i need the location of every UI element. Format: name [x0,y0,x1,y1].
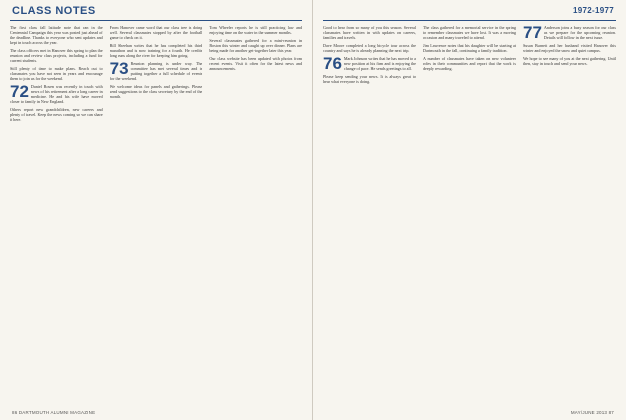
paragraph: Please keep sending your news. It is always great to hear what everyone is doing. [323,74,416,84]
paragraph: From Hanover came word that our class tree is doing well. Several classmates stopped by after the football game to check on it. [109,25,203,40]
page-footer: 86 DARTMOUTH ALUMNI MAGAZINE [12,410,96,415]
header-rule [323,20,616,21]
left-columns [10,25,302,398]
right-columns [323,25,616,398]
left-column-1 [10,25,103,398]
right-column-3 [523,25,616,398]
paragraph: Several classmates gathered for a mini-reunion in Boston this winter and caught up over dinner. Plans are being made for another get-together later this year. [209,38,303,53]
class-year-numeral: 76 [323,54,342,73]
paragraph: A number of classmates have taken on new volunteer roles in their communities and report that the work is deeply rewarding. [423,56,516,71]
paragraph: The class officers met in Hanover this spring to plan the reunion and review class projects, including a fund for current students. [10,48,103,63]
right-column-1 [323,25,416,398]
paragraph: Still plenty of time to make plans. Reach out to classmates you have not seen in years and encourage them to join us for the weekend. [10,66,103,81]
left-column-3 [209,25,302,398]
paragraph: We hope to see many of you at the next gathering. Until then, stay in touch and send your news. [523,56,616,66]
paragraph: Others report new grandchildren, new careers and plenty of travel. Keep the news coming so we can share it here. [10,107,103,122]
paragraph: Mark Johnson writes that he has moved to a new position at his firm and is enjoying the change of pace. He sends greetings to all. [343,56,416,71]
right-page [313,0,626,420]
class-year-numeral: 73 [109,59,129,78]
paragraph: Daniel Rosen was recently in touch with news of his retirement after a long career in medicine. He and his wife have moved closer to family in New England. [10,84,103,104]
paragraph: We welcome ideas for panels and gatherings. Please send suggestions to the class secretary by the end of the month. [109,84,203,99]
page-title: CLASS NOTES [12,5,96,17]
paragraph: Reunion planning is under way. The committee has met several times and is putting together a full schedule of events for the weekend. [109,61,203,81]
paragraph: The class gathered for a memorial service in the spring to remember classmates we have lost. It was a moving occasion and many traveled to attend. [423,25,516,40]
paragraph: Susan Burnett and her husband visited Hanover this winter and enjoyed the snow and quiet campus. [523,43,616,53]
paragraph: Anderson joins a busy season for our class as we prepare for the upcoming reunion. Details will follow in the next issue. [543,25,616,40]
class-year-numeral: 77 [523,25,542,42]
paragraph: Tom Wheeler reports he is still practicing law and enjoying time on the water in the summer months. [209,25,303,35]
paragraph: Our class website has been updated with photos from recent events. Visit it often for the latest news and announcements. [209,56,303,71]
class-years-range: 1972-1977 [573,6,614,15]
paragraph: Bill Sheehan writes that he has completed his third marathon and is now training for a fourth. He credits long runs along the river for keeping him going. [109,43,203,58]
left-column-2 [110,25,203,398]
header-rule [10,20,302,21]
right-column-2 [423,25,516,398]
page-footer: MAY/JUNE 2013 87 [570,410,614,415]
paragraph: Dave Moore completed a long bicycle tour across the country and says he is already planning the next trip. [323,43,416,53]
paragraph: Good to hear from so many of you this season. Several classmates have written in with updates on careers, families and travels. [323,25,416,40]
paragraph: The first class fall latitude note that ran in the Centennial Campaign this year was posted just ahead of the deadline. Thanks to everyone who sent updates and kept in touch across the year. [10,25,103,45]
class-year-numeral: 72 [10,82,29,101]
paragraph: Jim Lawrence notes that his daughter will be starting at Dartmouth in the fall, continuing a family tradition. [423,43,516,53]
